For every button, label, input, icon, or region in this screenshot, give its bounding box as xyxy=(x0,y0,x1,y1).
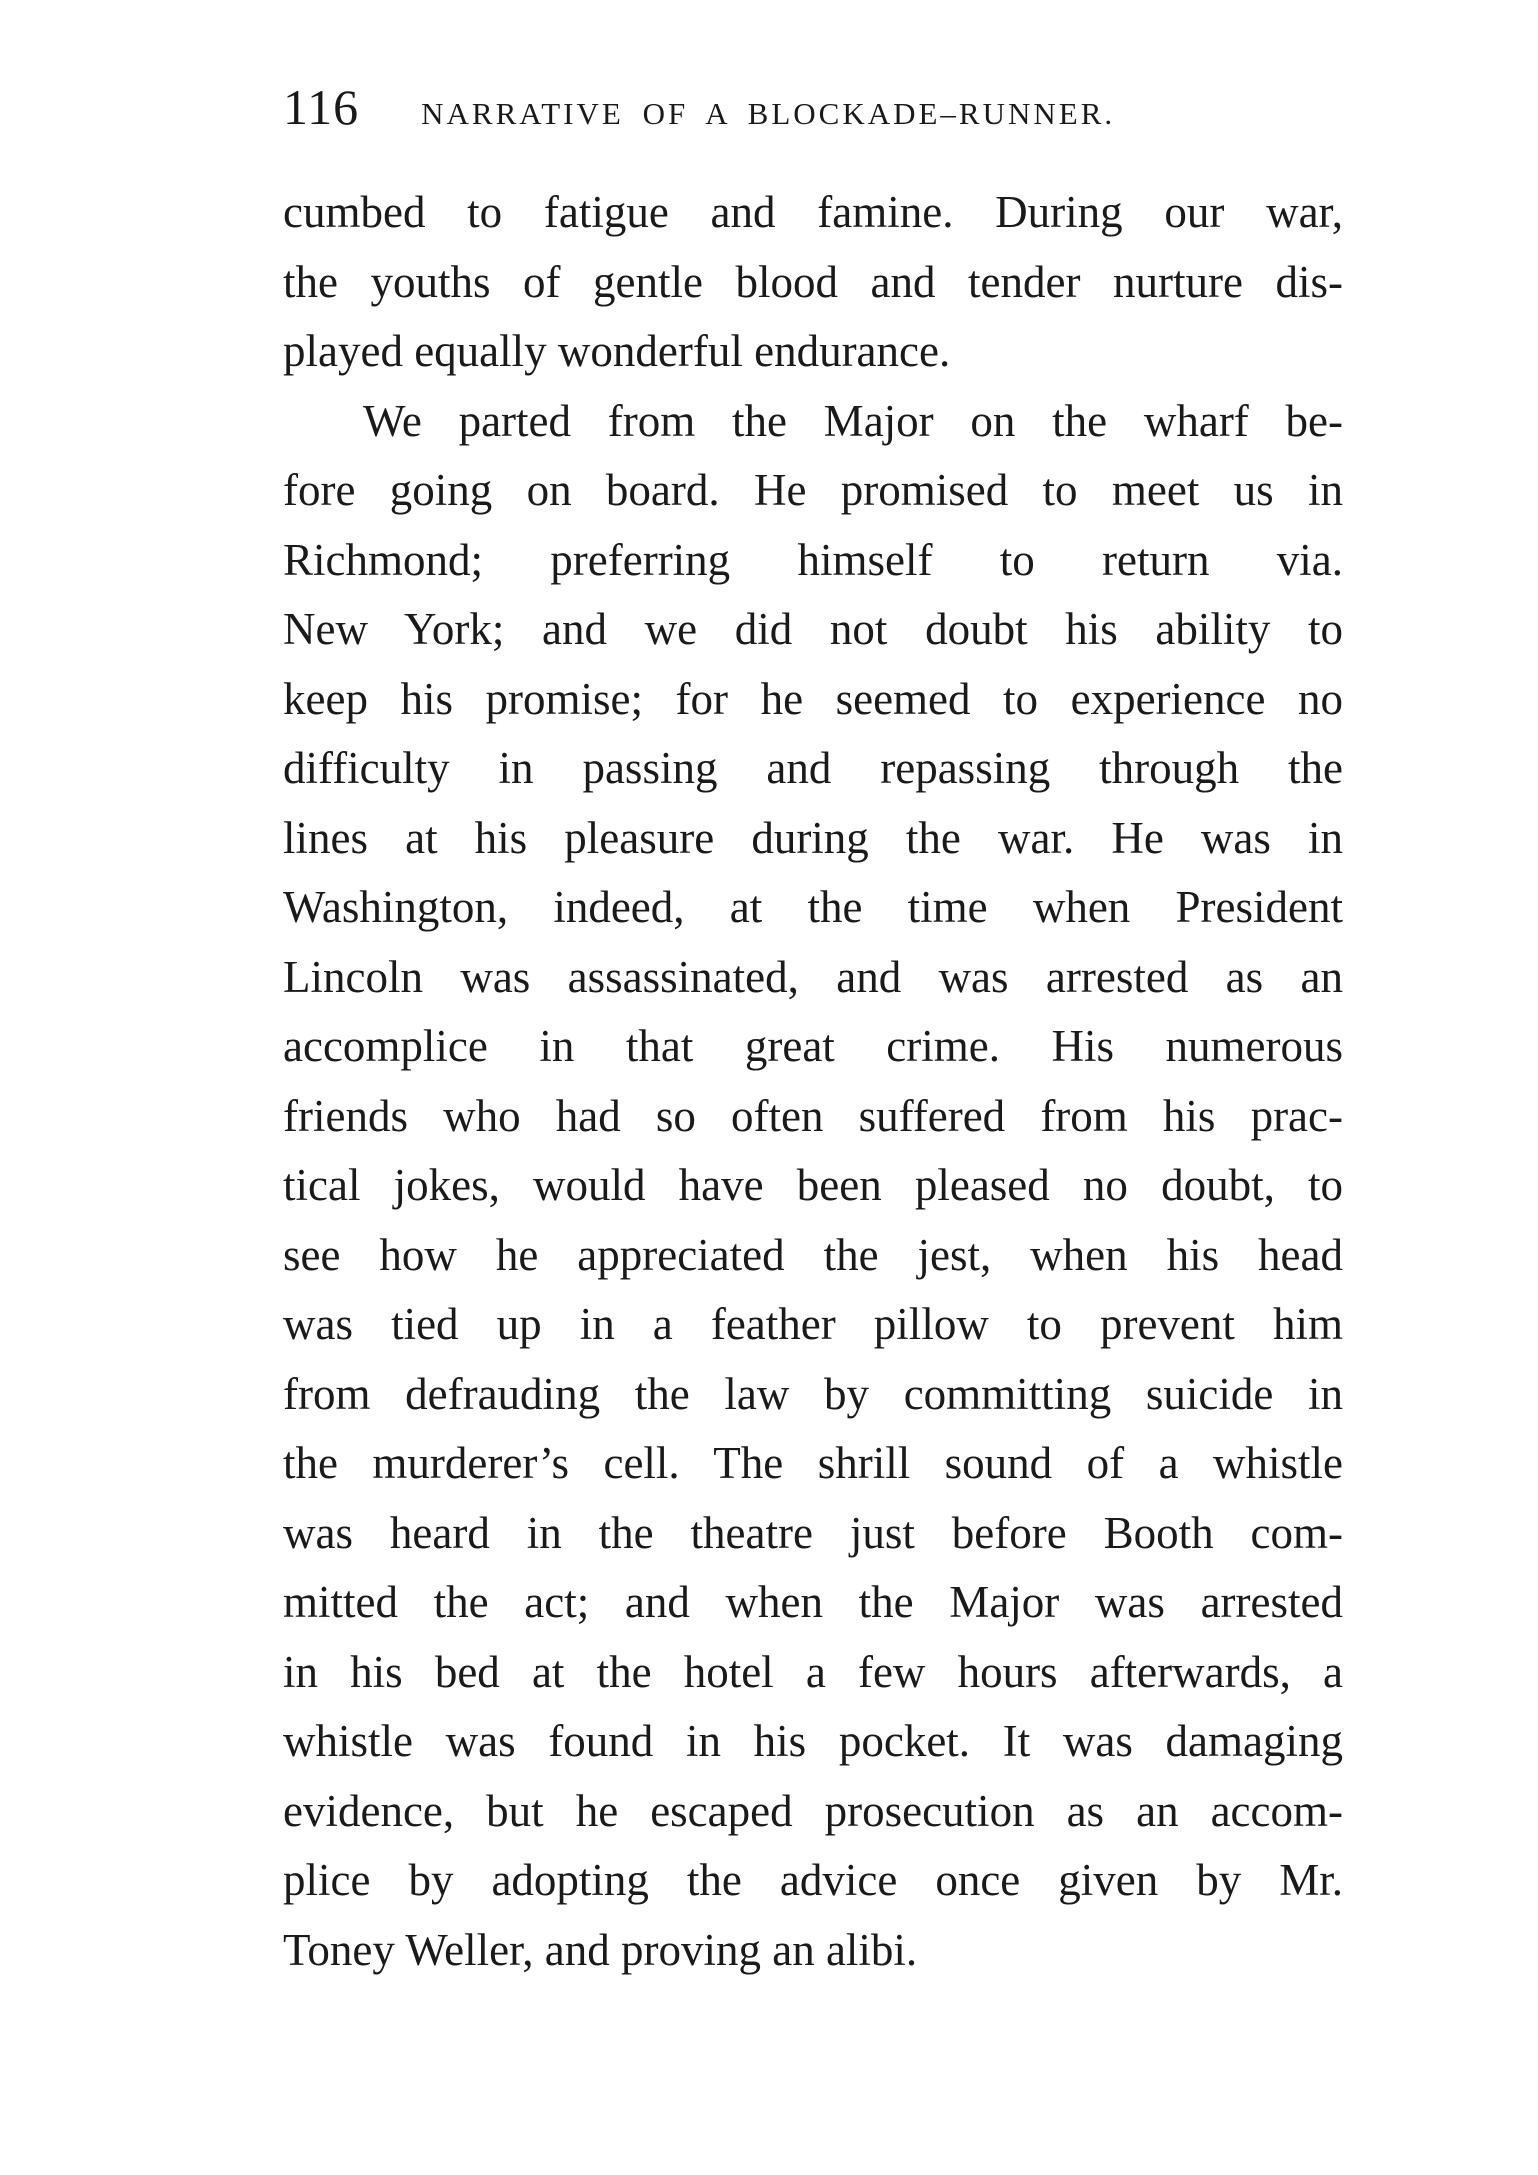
text-line: Washington, indeed, at the time when President xyxy=(283,882,1343,932)
text-line: the murderer’s cell. The shrill sound of a whistle xyxy=(283,1438,1343,1488)
text-line: Toney Weller, and proving an alibi. xyxy=(283,1924,918,1975)
text-line: Lincoln was assassinated, and was arrested as an xyxy=(283,951,1343,1002)
text-line: whistle was found in his pocket. It was damaging xyxy=(283,1716,1343,1766)
text-line: mitted the act; and when the Major was arrested xyxy=(283,1577,1343,1627)
text-line: fore going on board. He promised to meet us in xyxy=(283,465,1343,515)
text-line: played equally wonderful endurance. xyxy=(283,326,951,376)
text-line: see how he appreciated the jest, when his head xyxy=(283,1229,1343,1280)
text-line: tical jokes, would have been pleased no doubt, to xyxy=(283,1160,1343,1210)
text-line: difficulty in passing and repassing through the xyxy=(283,743,1343,793)
text-line: New York; and we did not doubt his ability to xyxy=(283,604,1343,654)
body-text xyxy=(283,178,1343,1985)
text-line: Richmond; preferring himself to return via. xyxy=(283,534,1343,585)
running-title: NARRATIVE OF A BLOCKADE–RUNNER. xyxy=(421,96,1116,131)
page-number: 116 xyxy=(283,79,360,135)
text-line: accomplice in that great crime. His numerous xyxy=(283,1021,1343,1071)
text-line: friends who had so often suffered from his prac- xyxy=(283,1090,1343,1141)
text-line: in his bed at the hotel a few hours afterwards, a xyxy=(283,1646,1343,1697)
text-line: plice by adopting the advice once given by Mr. xyxy=(283,1855,1343,1905)
text-line: from defrauding the law by committing suicide in xyxy=(283,1368,1343,1419)
text-line: evidence, but he escaped prosecution as an accom- xyxy=(283,1785,1343,1836)
text-line: the youths of gentle blood and tender nurture dis- xyxy=(283,256,1343,307)
text-line: was tied up in a feather pillow to prevent him xyxy=(283,1299,1343,1349)
text-line: cumbed to fatigue and famine. During our war, xyxy=(283,187,1343,237)
page-header xyxy=(283,78,1343,138)
text-line: was heard in the theatre just before Booth com- xyxy=(283,1507,1343,1558)
text-line: lines at his pleasure during the war. He was in xyxy=(283,812,1343,863)
text-line: keep his promise; for he seemed to experience no xyxy=(283,673,1343,724)
text-line: We parted from the Major on the wharf be- xyxy=(363,395,1343,446)
